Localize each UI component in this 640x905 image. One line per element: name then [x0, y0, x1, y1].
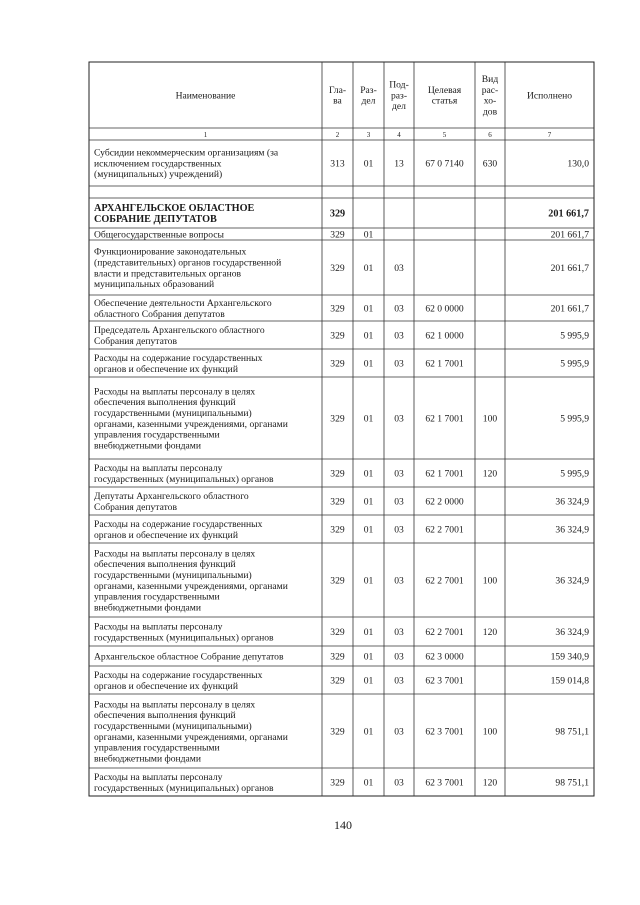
header-line: Наименование — [175, 90, 236, 102]
row-name — [94, 353, 263, 375]
table-body — [94, 148, 589, 794]
row-name — [94, 491, 249, 513]
table-row — [94, 203, 589, 225]
table-row — [94, 548, 589, 613]
row-name — [94, 548, 288, 613]
cell-executed: 36 324,9 — [555, 575, 589, 587]
row-name-line: Расходы на выплаты персоналу — [94, 772, 223, 783]
column-number: 3 — [366, 131, 371, 139]
cell-executed: 201 661,7 — [548, 208, 589, 220]
header-line: статья — [431, 95, 458, 107]
cell-podrazdel: 03 — [394, 777, 404, 789]
table-row — [94, 491, 589, 513]
cell-glava: 329 — [330, 262, 345, 274]
row-name — [94, 386, 288, 451]
header-line: дов — [482, 106, 498, 118]
row-name-line: государственными (муниципальными) — [94, 570, 252, 581]
cell-executed: 5 995,9 — [560, 413, 589, 425]
cell-executed: 98 751,1 — [555, 777, 589, 789]
cell-executed: 36 324,9 — [555, 626, 589, 638]
cell-podrazdel: 03 — [394, 575, 404, 587]
row-name — [94, 247, 281, 290]
row-name-line: Собрания депутатов — [94, 501, 177, 513]
row-name-line: Расходы на содержание государственных — [94, 519, 263, 530]
cell-podrazdel: 03 — [394, 626, 404, 638]
row-name-line: Расходы на выплаты персоналу в целях — [94, 548, 256, 560]
cell-expense-type: 630 — [482, 158, 498, 170]
row-name-line: Обеспечение деятельности Архангельского — [94, 298, 272, 309]
row-name-line: Общегосударственные вопросы — [94, 229, 224, 241]
table-row — [94, 386, 589, 451]
cell-podrazdel: 03 — [394, 303, 404, 315]
cell-podrazdel: 03 — [394, 496, 404, 508]
row-name-line: внебюджетными фондами — [94, 602, 201, 614]
header-line: Раз- — [360, 84, 377, 96]
header-line: Целевая — [427, 84, 462, 96]
cell-podrazdel: 03 — [394, 330, 404, 342]
cell-executed: 36 324,9 — [555, 496, 589, 508]
header-glava — [329, 85, 346, 107]
cell-executed: 5 995,9 — [560, 330, 589, 342]
cell-podrazdel: 03 — [394, 675, 404, 687]
header-target-article — [428, 85, 462, 107]
cell-executed: 36 324,9 — [555, 524, 589, 536]
row-name-line: обеспечения выполнения функций — [94, 559, 236, 571]
cell-executed: 5 995,9 — [560, 468, 589, 480]
cell-podrazdel: 03 — [394, 262, 404, 274]
cell-glava: 329 — [330, 330, 345, 342]
row-name-line: муниципальных образований — [94, 279, 215, 291]
row-name-line: государственных (муниципальных) органов — [94, 632, 274, 644]
header-podrazdel — [389, 80, 409, 113]
row-name-line: (муниципальных) учреждений) — [94, 169, 223, 181]
cell-glava: 329 — [330, 358, 345, 370]
row-name — [94, 772, 274, 794]
row-name-line: Расходы на выплаты персоналу в целях — [94, 699, 256, 711]
cell-razdel: 01 — [363, 675, 374, 687]
row-name — [94, 148, 279, 181]
cell-target-article: 62 2 7001 — [425, 626, 464, 638]
column-number: 1 — [203, 131, 208, 139]
cell-expense-type: 100 — [482, 413, 498, 425]
row-name-line: (представительных) органов государственной — [94, 257, 282, 269]
row-name-line: Функционирование законодательных — [94, 246, 247, 258]
table-row — [94, 353, 589, 375]
row-name-line: органов и обеспечение их функций — [94, 529, 238, 541]
cell-expense-type: 100 — [482, 726, 498, 738]
row-name-line: Расходы на выплаты персоналу в целях — [94, 386, 256, 398]
row-name-line: Расходы на выплаты персоналу — [94, 463, 223, 474]
header-razdel — [360, 85, 377, 107]
cell-glava: 329 — [330, 651, 345, 663]
cell-glava: 329 — [330, 524, 345, 536]
row-name-line: внебюджетными фондами — [94, 753, 201, 765]
column-number: 4 — [397, 131, 401, 139]
cell-executed: 201 661,7 — [550, 229, 589, 241]
cell-target-article: 62 2 0000 — [425, 496, 464, 508]
column-number-row — [204, 131, 552, 139]
cell-glava: 329 — [330, 229, 345, 241]
cell-expense-type: 120 — [482, 468, 498, 480]
table-row — [94, 772, 589, 794]
cell-executed: 201 661,7 — [550, 303, 589, 315]
row-name-line: АРХАНГЕЛЬСКОЕ ОБЛАСТНОЕ — [94, 203, 255, 214]
cell-target-article: 62 1 7001 — [425, 468, 464, 480]
row-name-line: государственными (муниципальными) — [94, 408, 252, 419]
row-name-line: Расходы на содержание государственных — [94, 670, 263, 681]
row-name — [94, 622, 274, 644]
row-name-line: внебюджетными фондами — [94, 440, 201, 452]
row-name-line: Архангельское областное Собрание депутатов — [94, 651, 284, 663]
row-name-line: Расходы на содержание государственных — [94, 353, 263, 364]
row-name-line: Председатель Архангельского областного — [94, 325, 265, 336]
header-expense-type — [482, 74, 499, 117]
cell-expense-type: 100 — [482, 575, 498, 587]
cell-razdel: 01 — [363, 158, 374, 170]
header-line: Вид — [481, 74, 499, 86]
cell-razdel: 01 — [363, 651, 374, 663]
row-name — [94, 519, 263, 541]
cell-target-article: 62 2 7001 — [425, 524, 464, 536]
row-name-line: Собрания депутатов — [94, 335, 177, 347]
cell-target-article: 62 3 7001 — [425, 777, 464, 789]
cell-razdel: 01 — [363, 468, 374, 480]
column-number: 5 — [442, 131, 447, 139]
table-row — [94, 519, 589, 541]
cell-target-article: 62 1 7001 — [425, 413, 464, 425]
row-name-line: исключением государственных — [94, 158, 222, 170]
row-name — [94, 229, 224, 240]
row-name-line: государственных (муниципальных) органов — [94, 782, 274, 794]
cell-razdel: 01 — [363, 726, 374, 738]
header-line: Исполнено — [526, 90, 573, 102]
table-row — [94, 247, 589, 290]
row-name-line: Депутаты Архангельского областного — [94, 491, 249, 502]
header-line: дел — [392, 101, 406, 113]
row-name-line: управления государственными — [94, 742, 220, 754]
row-name-line: обеспечения выполнения функций — [94, 710, 236, 722]
row-name-line: управления государственными — [94, 429, 220, 441]
column-number: 2 — [335, 131, 340, 139]
cell-expense-type: 120 — [482, 626, 498, 638]
cell-glava: 329 — [330, 468, 345, 480]
row-name — [94, 325, 265, 347]
row-name-line: органами, казенными учреждениями, органами — [94, 580, 288, 592]
cell-glava: 329 — [330, 626, 345, 638]
row-name-line: областного Собрания депутатов — [94, 308, 225, 320]
cell-target-article: 62 3 7001 — [425, 726, 464, 738]
row-name-line: государственными (муниципальными) — [94, 721, 252, 732]
cell-razdel: 01 — [363, 262, 374, 274]
row-name — [94, 670, 263, 692]
header-line: раз- — [390, 90, 408, 102]
row-name-line: государственных (муниципальных) органов — [94, 473, 274, 485]
header-name — [176, 90, 236, 101]
row-name-line: обеспечения выполнения функций — [94, 397, 236, 409]
column-number: 6 — [488, 131, 492, 139]
row-name-line: органов и обеспечение их функций — [94, 680, 238, 692]
cell-razdel: 01 — [363, 413, 374, 425]
header-executed — [527, 90, 572, 101]
cell-podrazdel: 03 — [394, 524, 404, 536]
cell-target-article: 62 1 7001 — [425, 358, 464, 370]
cell-podrazdel: 03 — [394, 413, 404, 425]
cell-target-article: 62 1 0000 — [425, 330, 464, 342]
header-line: рас- — [481, 84, 499, 96]
header-line: ва — [333, 95, 342, 107]
header-line: Гла- — [328, 84, 347, 96]
table-row — [94, 699, 589, 764]
cell-target-article: 62 0 0000 — [425, 303, 464, 315]
cell-razdel: 01 — [363, 303, 374, 315]
cell-podrazdel: 03 — [394, 651, 404, 663]
page-number: 140 — [334, 818, 352, 832]
cell-executed: 159 014,8 — [550, 675, 589, 687]
table-row — [94, 298, 589, 320]
table-row — [94, 651, 589, 662]
cell-glava: 329 — [330, 675, 345, 687]
cell-executed: 201 661,7 — [550, 262, 589, 274]
row-name-line: Расходы на выплаты персоналу — [94, 621, 223, 633]
row-name-line: органами, казенными учреждениями, органами — [94, 418, 288, 430]
cell-executed: 159 340,9 — [550, 651, 589, 663]
cell-glava: 329 — [330, 777, 345, 789]
cell-podrazdel: 03 — [394, 726, 404, 738]
row-name — [94, 298, 272, 320]
cell-glava: 329 — [330, 726, 345, 738]
row-name-line: управления государственными — [94, 591, 220, 603]
table-header — [176, 74, 573, 117]
cell-razdel: 01 — [363, 229, 374, 241]
cell-executed: 5 995,9 — [560, 358, 589, 370]
cell-razdel: 01 — [363, 575, 374, 587]
row-name-line: органами, казенными учреждениями, органами — [94, 731, 288, 743]
row-name-line: СОБРАНИЕ ДЕПУТАТОВ — [94, 213, 217, 225]
cell-glava: 313 — [330, 158, 345, 170]
cell-podrazdel: 13 — [394, 158, 404, 170]
cell-glava: 329 — [329, 208, 346, 220]
cell-expense-type: 120 — [482, 777, 498, 789]
cell-podrazdel: 03 — [394, 358, 404, 370]
cell-podrazdel: 03 — [394, 468, 404, 480]
table-row — [94, 325, 589, 347]
row-name — [94, 203, 254, 225]
table-row — [94, 229, 589, 240]
cell-razdel: 01 — [363, 496, 374, 508]
row-name — [94, 651, 284, 662]
cell-glava: 329 — [330, 496, 345, 508]
cell-glava: 329 — [330, 303, 345, 315]
row-name — [94, 463, 274, 485]
header-line: хо- — [483, 95, 497, 107]
cell-razdel: 01 — [363, 358, 374, 370]
row-name-line: власти и представительных органов — [94, 268, 242, 280]
cell-executed: 130,0 — [567, 158, 589, 170]
cell-glava: 329 — [330, 575, 345, 587]
row-name — [94, 699, 288, 764]
cell-target-article: 62 3 0000 — [425, 651, 464, 663]
header-line: дел — [361, 95, 376, 107]
cell-target-article: 62 3 7001 — [425, 675, 464, 687]
row-name-line: Субсидии некоммерческим организациям (за — [94, 147, 279, 159]
cell-target-article: 67 0 7140 — [425, 158, 464, 170]
cell-razdel: 01 — [363, 777, 374, 789]
cell-target-article: 62 2 7001 — [425, 575, 464, 587]
table-row — [94, 622, 589, 644]
cell-razdel: 01 — [363, 626, 374, 638]
table-row — [94, 670, 589, 692]
header-line: Под- — [389, 79, 409, 91]
column-number: 7 — [547, 131, 552, 139]
table-row — [94, 148, 589, 181]
table-row — [94, 463, 589, 485]
cell-razdel: 01 — [363, 524, 374, 536]
cell-glava: 329 — [330, 413, 345, 425]
row-name-line: органов и обеспечение их функций — [94, 363, 238, 375]
cell-executed: 98 751,1 — [555, 726, 589, 738]
cell-razdel: 01 — [363, 330, 374, 342]
